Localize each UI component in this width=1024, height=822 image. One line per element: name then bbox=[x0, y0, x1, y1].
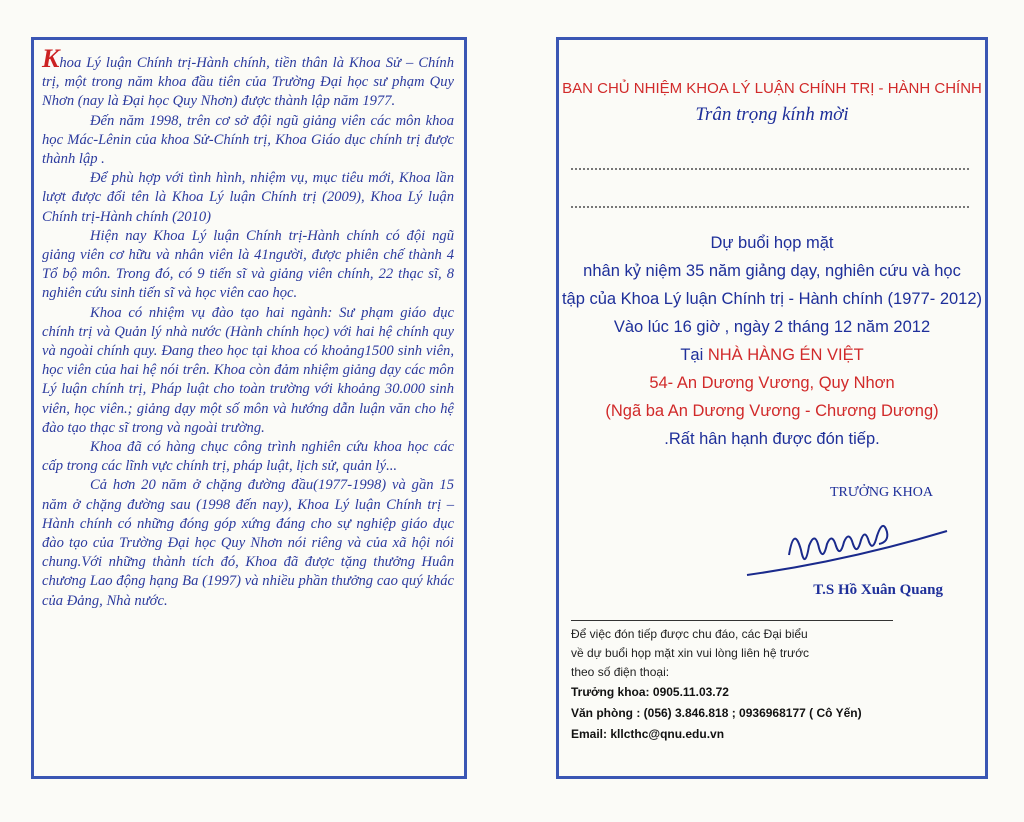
drop-cap: K bbox=[42, 44, 60, 73]
invite-line: Trân trọng kính mời bbox=[695, 104, 849, 125]
note-line-3: theo số điện thoại: bbox=[571, 665, 670, 679]
invitation-panel bbox=[556, 37, 988, 779]
event-desc-2: tập của Khoa Lý luận Chính trị - Hành chính (1977- 2012) bbox=[561, 290, 983, 308]
paragraph-2: Đến năm 1998, trên cơ sở đội ngũ giảng viên các môn khoa học Mác-Lênin của khoa Sử-Chính trị, Khoa Giáo dục chính trị được thành lập . bbox=[42, 112, 454, 168]
contact-email: Email: kllcthc@qnu.edu.vn bbox=[571, 727, 725, 741]
organizer-header: BAN CHỦ NHIỆM KHOA LÝ LUẬN CHÍNH TRỊ - HÀNH CHÍNH bbox=[562, 80, 982, 97]
venue-address: 54- An Dương Vương, Quy Nhơn bbox=[649, 374, 895, 392]
event-venue: Tại NHÀ HÀNG ÉN VIỆT bbox=[680, 346, 864, 364]
history-panel bbox=[31, 37, 467, 779]
notes-divider bbox=[571, 620, 893, 621]
note-line-2: về dự buổi họp mặt xin vui lòng liên hệ trước bbox=[571, 646, 810, 660]
paragraph-5: Khoa có nhiệm vụ đào tạo hai ngành: Sư phạm giáo dục chính trị và Quản lý nhà nước (Hành chính học) với hai hệ chính quy và ngoài chính quy. Đang theo học tại khoa có khoảng1500 sinh viên, học viên của hai hệ nói trên. Khoa còn đảm nhiệm giảng dạy các môn Lý luận chính trị, Pháp luật cho toàn trường với khoảng 30.000 sinh viên, học viên.; giảng dạy một số môn và hướng dẫn luận văn cho hệ đào tạo thạc sĩ trong và ngoài trường. bbox=[42, 304, 454, 436]
paragraph-4: Hiện nay Khoa Lý luận Chính trị-Hành chính có đội ngũ giảng viên cơ hữu và nhân viên là 41người, được phiên chế thành 4 Tổ bộ môn. Trong đó, có 9 tiến sĩ và giảng viên chính, 22 thạc sĩ, 8 nghiên cứu sinh tiến sĩ và học viên cao học. bbox=[42, 227, 454, 302]
event-title: Dự buổi họp mặt bbox=[710, 234, 834, 252]
note-line-1: Để việc đón tiếp được chu đáo, các Đại biểu bbox=[571, 627, 808, 641]
signer-name: T.S Hồ Xuân Quang bbox=[813, 582, 943, 598]
event-desc-1: nhân kỷ niệm 35 năm giảng dạy, nghiên cứu và học bbox=[583, 262, 961, 280]
paragraph-3: Để phù hợp với tình hình, nhiệm vụ, mục tiêu mới, Khoa lần lượt được đổi tên là Khoa Lý luận Chính trị (2009), Khoa Lý luận Chính trị-Hành chính (2010) bbox=[42, 170, 454, 225]
office-phone: Văn phòng : (056) 3.846.818 ; 0936968177 ( Cô Yến) bbox=[571, 706, 862, 720]
closing-line: .Rất hân hạnh được đón tiếp. bbox=[664, 430, 880, 448]
paragraph-6: Khoa đã có hàng chục công trình nghiên cứu khoa học các cấp trong các lĩnh vực chính trị, pháp luật, lịch sử, quản lý... bbox=[42, 439, 454, 475]
guest-name-line-2 bbox=[571, 206, 969, 208]
history-text bbox=[42, 44, 454, 611]
guest-name-line-1 bbox=[571, 168, 969, 170]
dean-phone: Trưởng khoa: 0905.11.03.72 bbox=[571, 685, 729, 699]
paragraph-7: Cả hơn 20 năm ở chặng đường đầu(1977-1998) và gần 15 năm ở chặng đường sau (1998 đến nay), Khoa Lý luận Chính trị – Hành chính có những đóng góp xứng đáng cho sự nghiệp giáo dục đào tạo của Trường Đại học Quy Nhơn nói riêng và của xã hội nói chung.Với những thành tích đó, Khoa đã được tặng thưởng Huân chương Lao động hạng Ba (1997) và nhiều phần thưởng cao quý khác của Đảng, Nhà nước. bbox=[42, 477, 454, 609]
signature-image bbox=[739, 505, 979, 585]
paragraph-1: hoa Lý luận Chính trị-Hành chính, tiền thân là Khoa Sử – Chính trị, một trong năm khoa đầu tiên của Trường Đại học sư phạm Quy Nhơn (nay là Đại học Quy Nhơn) được thành lập năm 1977. bbox=[42, 55, 454, 110]
venue-note: (Ngã ba An Dương Vương - Chương Dương) bbox=[605, 402, 939, 420]
event-time: Vào lúc 16 giờ , ngày 2 tháng 12 năm 2012 bbox=[613, 318, 931, 336]
signer-title: TRƯỞNG KHOA bbox=[829, 485, 933, 500]
